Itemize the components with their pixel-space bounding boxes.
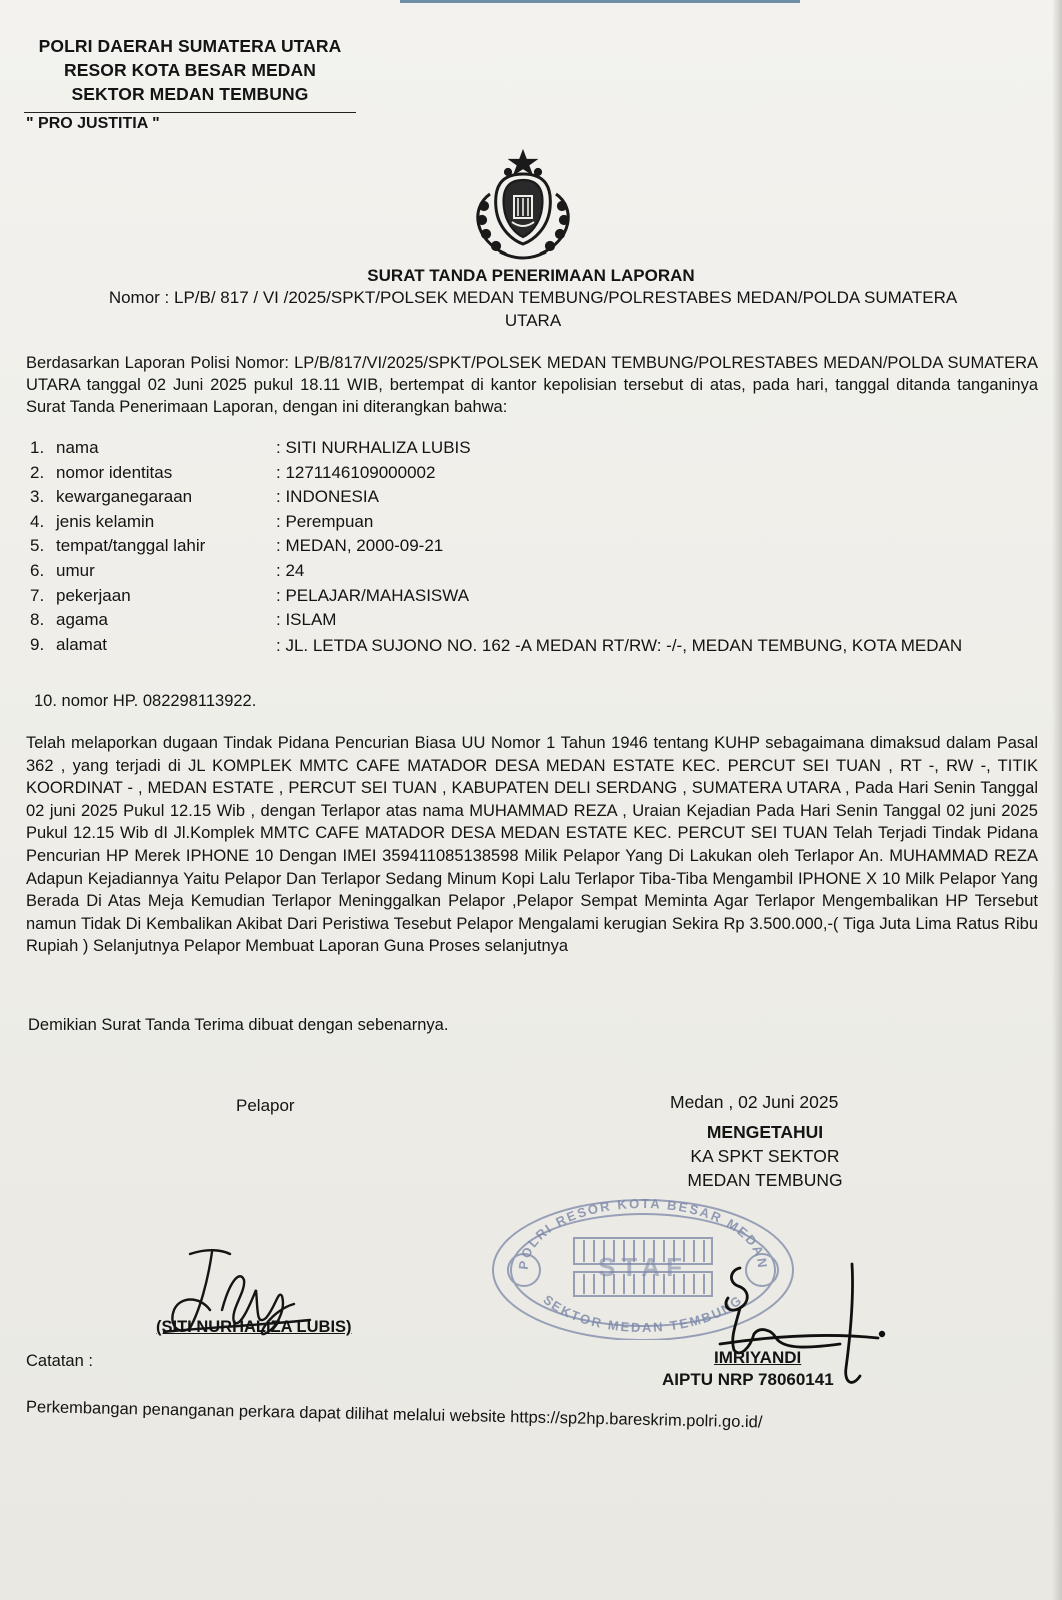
field-label: umur [56,560,95,580]
report-number-line-2: UTARA [504,311,562,330]
field-value: : Perempuan [276,511,374,531]
field-row [30,461,1030,486]
field-label: kewarganegaraan [56,487,193,507]
field-row [30,436,1030,461]
signing-date: Medan , 02 Juni 2025 [670,1092,839,1112]
field-label: pekerjaan [56,585,131,605]
field-number: 7. [30,585,45,605]
note-text: Perkembangan penanganan perkara dapat dilihat melalui website https://sp2hp.bareskrim.polri.go.id/ [25,1398,763,1432]
field-value: : ISLAM [276,610,337,630]
document-title: SURAT TANDA PENERIMAAN LAPORAN [367,266,695,285]
field-number: 2. [30,462,45,482]
phone-number: 10. nomor HP. 082298113922. [34,692,257,710]
letterhead-line-1: POLRI DAERAH SUMATERA UTARA [38,36,342,56]
field-label: alamat [56,634,108,654]
field-row [30,534,1030,559]
acknowledged-label: MENGETAHUI [706,1122,824,1142]
field-number: 9. [30,634,45,654]
officer-position-2: MEDAN TEMBUNG [687,1170,843,1190]
field-value: : 1271146109000002 [276,462,436,482]
field-label: nomor identitas [56,462,173,482]
field-row [30,584,1030,609]
stamp-top-text: POLRI RESOR KOTA BESAR MEDAN [515,1195,771,1271]
note-label: Catatan : [26,1352,93,1370]
field-row [30,485,1030,510]
field-label: tempat/tanggal lahir [56,536,206,556]
reporter-label: Pelapor [236,1096,295,1115]
letterhead-line-2: RESOR KOTA BESAR MEDAN [63,60,317,80]
field-row [30,633,1030,677]
stamp-middle-text: STAF [598,1252,688,1282]
pro-justitia-label: " PRO JUSTITIA " [26,115,160,132]
closing-statement: Demikian Surat Tanda Terima dibuat dengan sebenarnya. [28,1016,449,1034]
field-value: : INDONESIA [276,487,379,507]
field-number: 6. [30,560,45,580]
paper-edge-shadow [1052,0,1062,1600]
field-value: : PELAJAR/MAHASISWA [276,585,470,605]
report-paragraph: Telah melaporkan dugaan Tindak Pidana Pencurian Biasa UU Nomor 1 Tahun 1946 tentang KUHP sebagaimana dimaksud dalam Pasal 362 , yang terjadi di JL KOMPLEK MMTC CAFE MATADOR DESA MEDAN ESTATE KEC. PERCUT SEI TUAN , RT -, RW -, TITIK KOORDINAT - , MEDAN ESTATE , PERCUT SEI TUAN , KABUPATEN DELI SERDANG , SUMATERA UTARA , Pada Hari Senin Tanggal 02 juni 2025 Pukul 12.15 Wib , dengan Terlapor atas nama MUHAMMAD REZA , Uraian Kejadian Pada Hari Senin Tanggal 02 juni 2025 Pukul 12.15 Wib dI Jl.Komplek MMTC CAFE MATADOR DESA MEDAN ESTATE KEC. PERCUT SEI TUAN Telah Terjadi Tindak Pidana Pencurian HP Merek IPHONE 10 Dengan IMEI 359411085138598 Milik Pelapor Yang Di Lakukan oleh Terlapor An. MUHAMMAD REZA Adapun Kejadiannya Yaitu Pelapor Dan Terlapor Sedang Minum Kopi Lalu Terlapor Tiba-Tiba Mengambil IPHONE X 10 Milk Pelapor Yang Berada Di Atas Meja Kemudian Terlapor Meninggalkan Pelapor ,Pelapor Sempat Meminta Agar Terlapor Mengembalikan HP Tersebut namun Tidak Di Kembalikan Akibat Dari Peristiwa Tesebut Pelapor Mengalami kerugian Sekira Rp 3.500.000,-( Tiga Juta Lima Ratus Ribu Rupiah ) Selanjutnya Pelapor Membuat Laporan Guna Proses selanjutnya [26,734,1038,956]
letterhead-line-3: SEKTOR MEDAN TEMBUNG [71,84,309,104]
field-value: : JL. LETDA SUJONO NO. 162 -A MEDAN RT/RW: -/-, MEDAN TEMBUNG, KOTA MEDAN [276,635,963,655]
field-number: 4. [30,511,45,531]
field-label: jenis kelamin [56,511,155,531]
field-row [30,559,1030,584]
letterhead [24,34,356,113]
field-number: 5. [30,536,45,556]
officer-rank-nrp: AIPTU NRP 78060141 [662,1370,834,1389]
acknowledgement-block [640,1120,890,1192]
top-edge-line [400,0,800,3]
letterhead-rule [24,112,356,113]
field-label: agama [56,610,108,630]
field-row [30,510,1030,535]
officer-position-1: KA SPKT SEKTOR [690,1146,840,1166]
report-number [50,286,1016,332]
field-number: 1. [30,438,45,457]
report-number-line-1: Nomor : LP/B/ 817 / VI /2025/SPKT/POLSEK MEDAN TEMBUNG/POLRESTABES MEDAN/POLDA SUMATERA [108,288,958,307]
field-number: 8. [30,610,45,630]
field-value: : 24 [276,560,305,580]
identity-fields [30,436,1030,677]
stamp-bottom-text: SEKTOR MEDAN TEMBUNG [540,1291,746,1336]
reporter-name: (SITI NURHALIZA LUBIS) [156,1318,352,1336]
field-label: nama [56,438,99,457]
field-number: 3. [30,487,45,507]
police-emblem-icon [460,148,586,268]
field-value: : MEDAN, 2000-09-21 [276,536,444,556]
intro-paragraph: Berdasarkan Laporan Polisi Nomor: LP/B/817/VI/2025/SPKT/POLSEK MEDAN TEMBUNG/POLRESTABES MEDAN/POLDA SUMATERA UTARA tanggal 02 Juni 2025 pukul 18.11 WIB, bertempat di kantor kepolisian tersebut di atas, pada hari, tanggal ditanda tanganinya Surat Tanda Penerimaan Laporan, dengan ini diterangkan bahwa: [26,354,1038,416]
officer-name: IMRIYANDI [714,1348,802,1367]
field-row [30,608,1030,633]
field-value: : SITI NURHALIZA LUBIS [276,438,471,457]
